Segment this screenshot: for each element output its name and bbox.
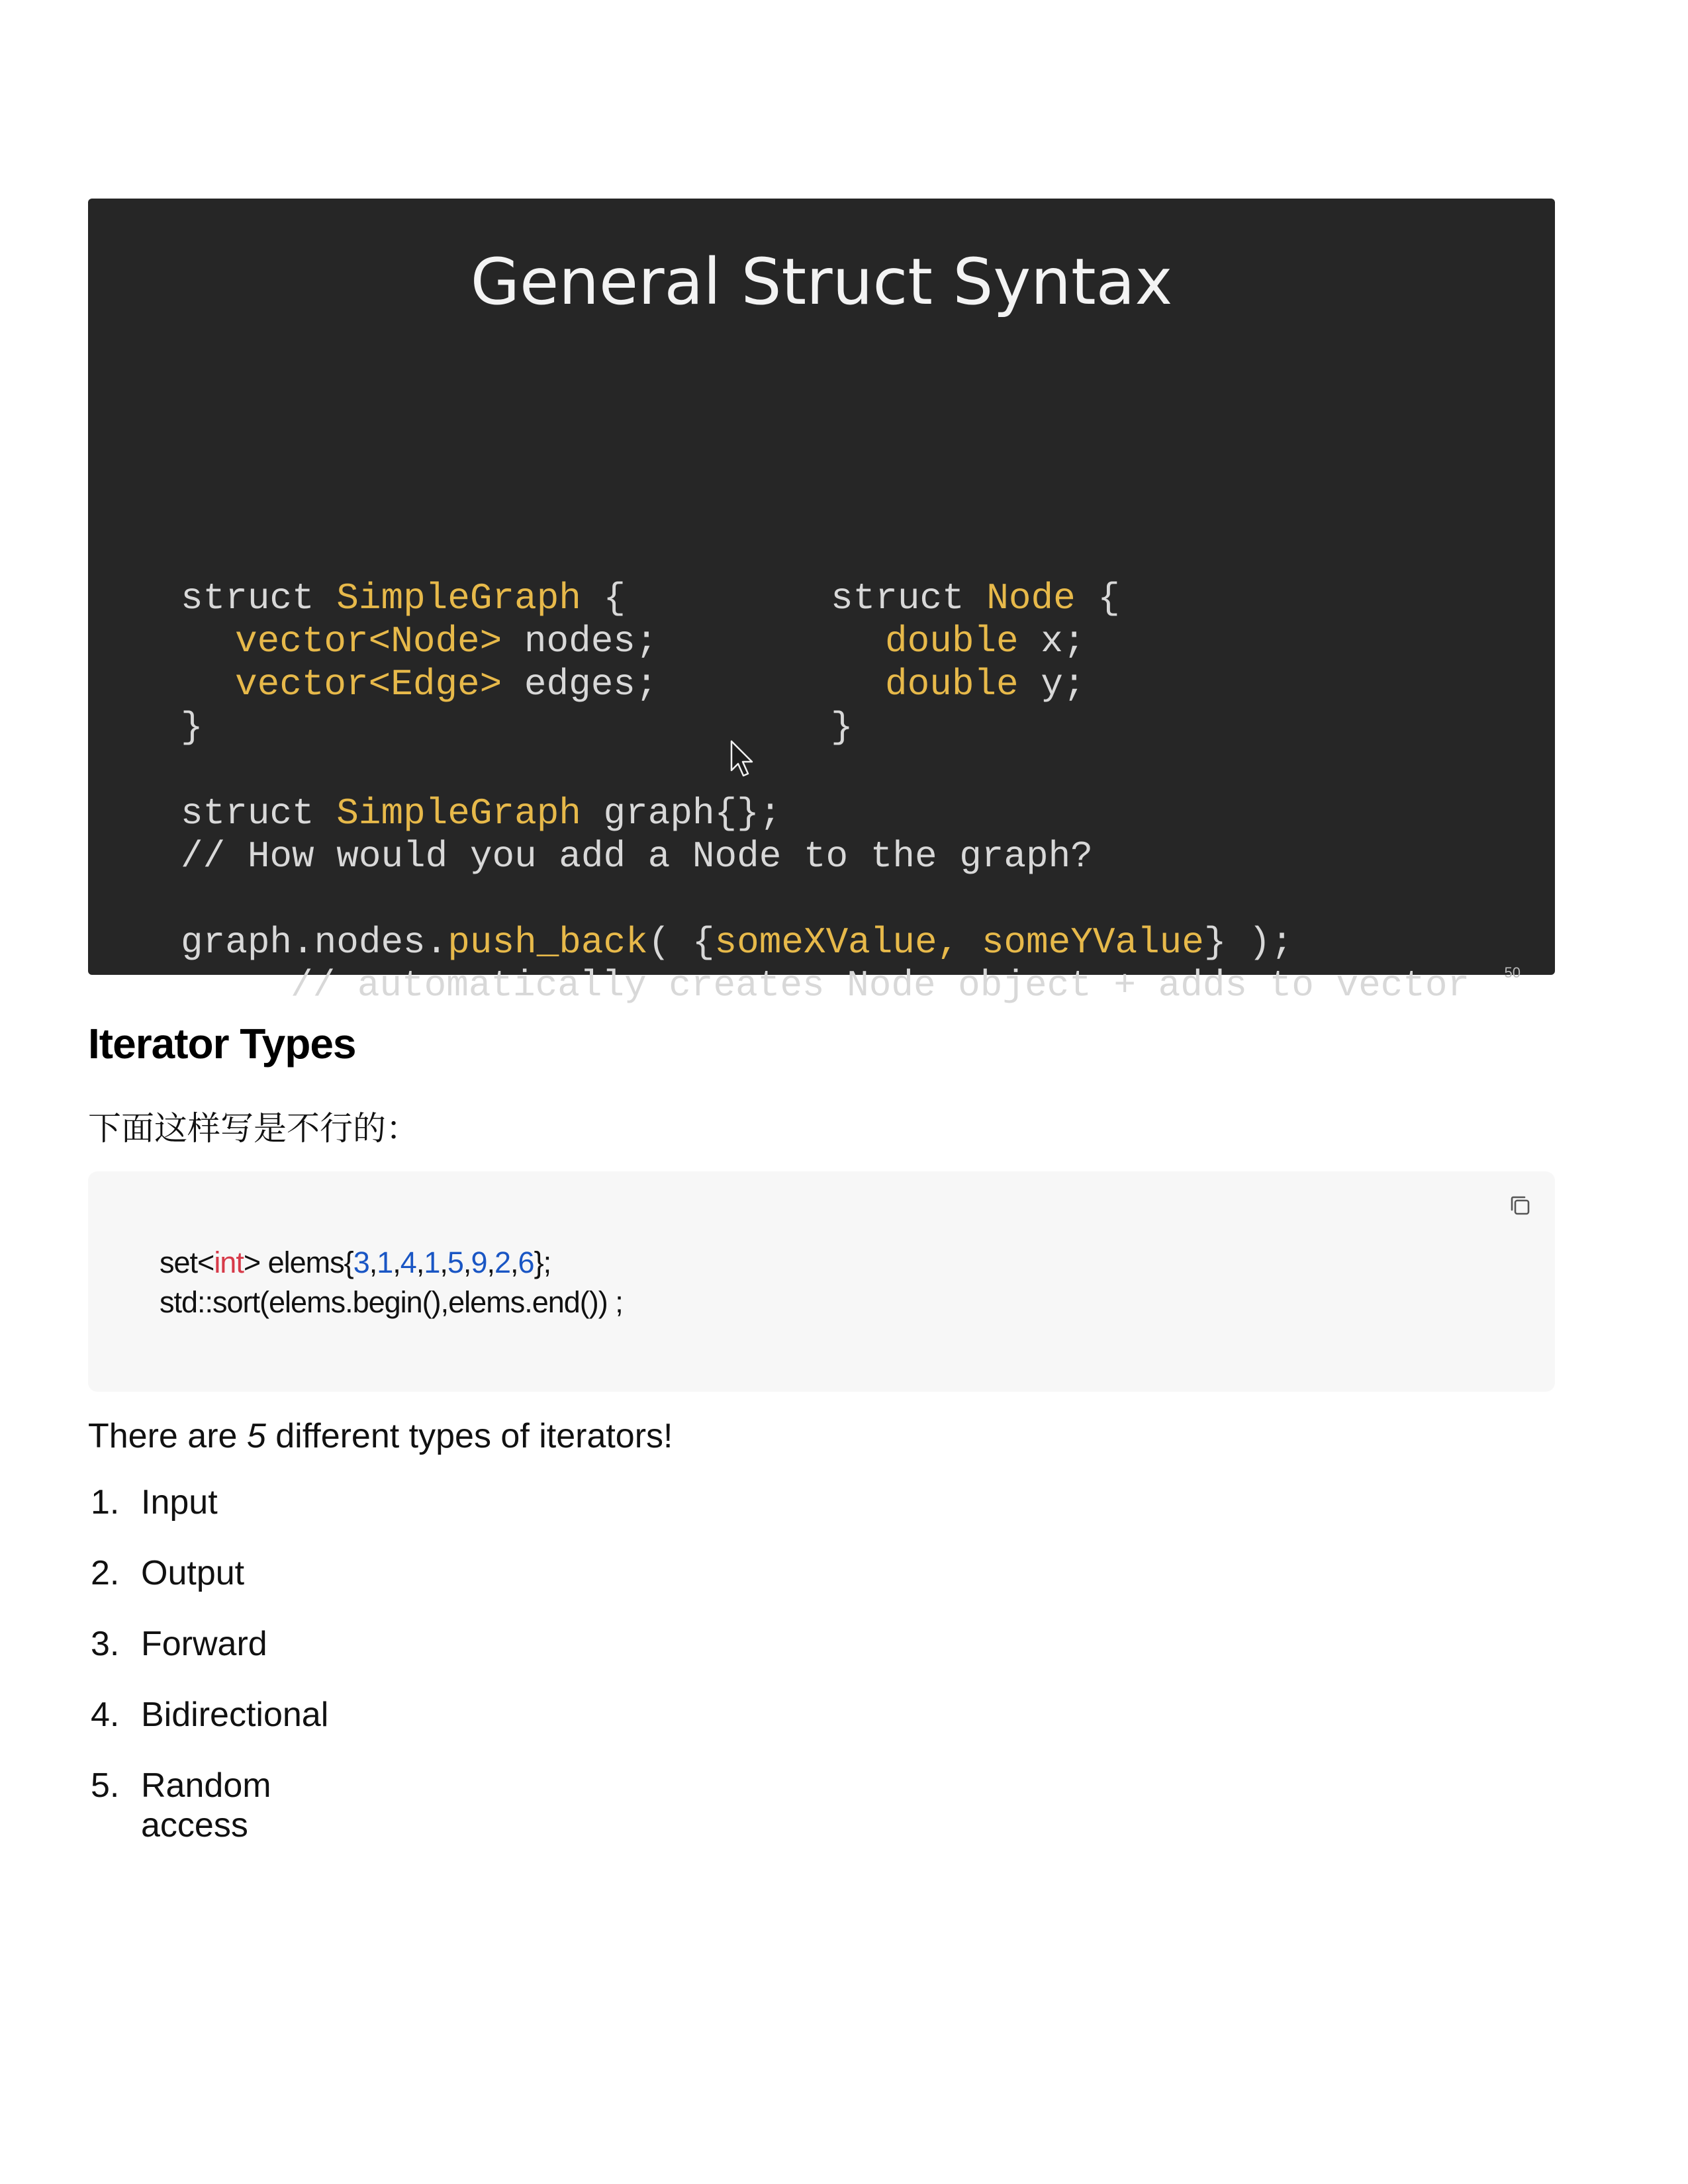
slide-title: General Struct Syntax <box>470 245 1173 319</box>
code-line: } <box>181 706 203 749</box>
code-comment: // How would you add a Node to the graph? <box>181 835 1093 878</box>
paragraph: There are 5 different types of iterators! <box>88 1417 673 1455</box>
slide-screenshot <box>88 199 1555 1007</box>
paragraph-cn: 下面这样写是不行的： <box>88 1109 419 1148</box>
code-line: struct Node { <box>831 577 1120 619</box>
code-block <box>88 1171 1555 1392</box>
code-line: vector<Edge> edges; <box>235 663 658 705</box>
code-line: double y; <box>885 663 1086 705</box>
slide-page-number: 50 <box>1504 964 1521 981</box>
copy-icon[interactable] <box>1505 1190 1536 1222</box>
code-line: struct SimpleGraph { <box>181 577 626 619</box>
code-comment: // automatically creates Node object + adds to vector <box>291 964 1470 1007</box>
code-line: struct SimpleGraph graph{}; <box>181 792 782 835</box>
mouse-pointer-icon <box>729 740 756 780</box>
code-line: std::sort(elems.begin(),elems.end()) ; <box>160 1285 623 1319</box>
code-line: vector<Node> nodes; <box>235 620 658 662</box>
code-line: } <box>831 706 853 749</box>
code-line: double x; <box>885 620 1086 662</box>
code-line: set<int> elems{3,1,4,1,5,9,2,6}; <box>160 1246 551 1279</box>
section-heading: Iterator Types <box>88 1020 356 1068</box>
code-line: graph.nodes.push_back( {someXValue, someYValue} ); <box>181 921 1293 964</box>
